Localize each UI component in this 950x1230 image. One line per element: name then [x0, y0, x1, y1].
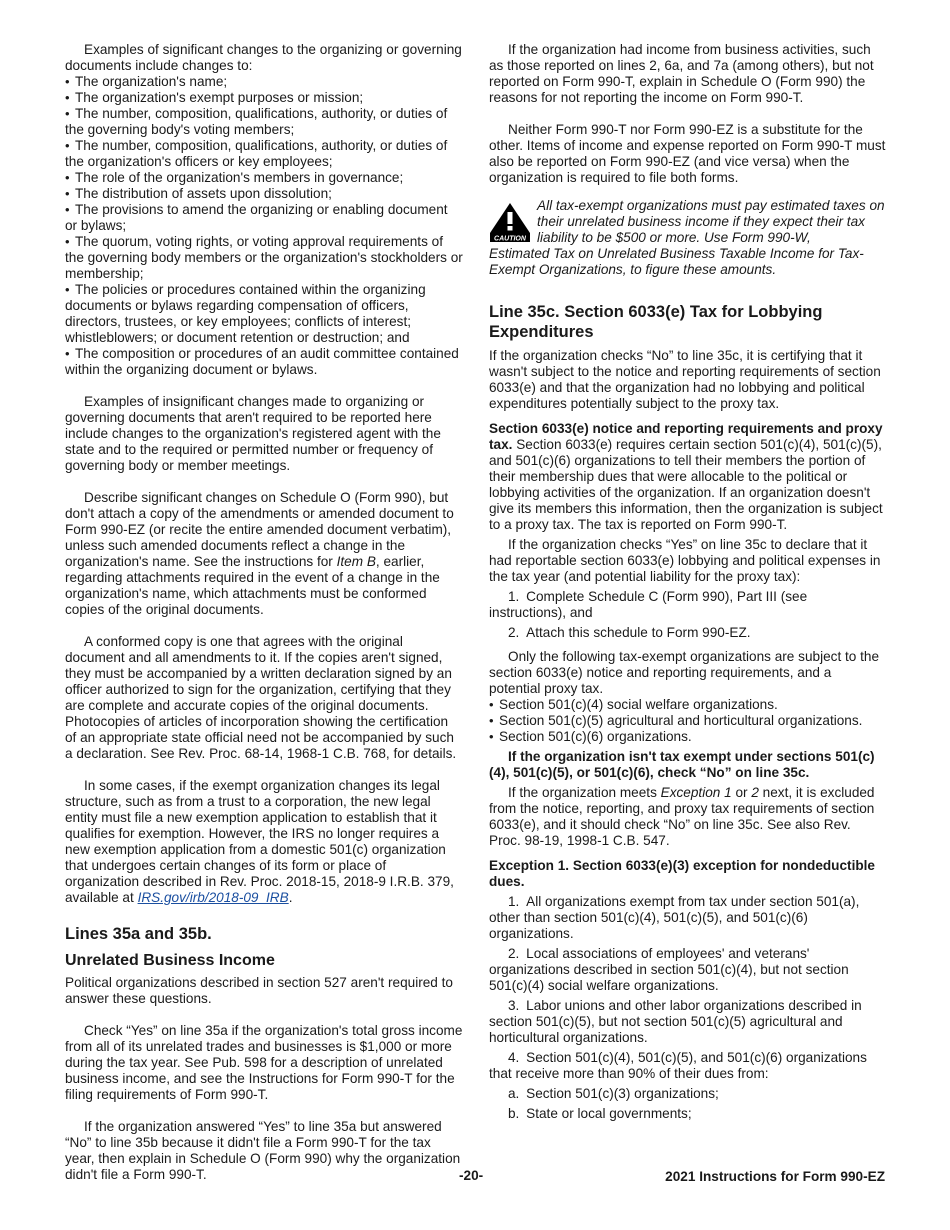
substitute-paragraph: Neither Form 990-T nor Form 990-EZ is a substitute for the other. Items of income and expense reported on Form 990-T must also be reported on Form 990-EZ (and vice versa) when the organization is required to file both forms. [489, 122, 886, 185]
caution-text-1: All tax-exempt organizations must pay estimated taxes on their unrelated business income if they expect their tax liability to be $500 or more. Use Form 990-W, [537, 198, 885, 245]
list-item: • Section 501(c)(5) agricultural and horticultural organizations. [489, 713, 886, 729]
legal-structure-paragraph: In some cases, if the exempt organization changes its legal structure, such as from a trust to a corporation, the new legal entity must file a new exemption application to establish that it qualifies for exemption. However, the IRS no longer requires a new exemption application from a domestic 501(c) organization that undergoes certain changes of its form or place of organization described in Rev. Proc. 2018-15, 2018-9 I.R.B. 379, available at IRS.gov/irb/2018-09_IRB. [65, 778, 454, 905]
list-item: • The composition or procedures of an audit committee contained within the organizing document or bylaws. [65, 346, 463, 378]
answered-yes-paragraph: If the organization answered “Yes” to line 35a but answered “No” to line 35b because it didn't file a Form 990-T for the tax year, then explain in Schedule O (Form 990) why the organization didn't file a Form 990-T. [65, 1119, 461, 1182]
checks-yes-paragraph: If the organization checks “Yes” on line 35c to declare that it had reportable section 6033(e) lobbying and political expenses in the tax year (and potential liability for the proxy tax): [489, 537, 881, 584]
unrelated-business-income-heading: Unrelated Business Income [65, 952, 275, 969]
business-activities-paragraph: If the organization had income from business activities, such as those reported on lines 2, 6a, and 7a (among others), but not reported on Form 990-T, explain in Schedule O (Form 990) the reasons for not reporting the income on Form 990-T. [489, 42, 874, 105]
list-item: • The policies or procedures contained within the organizing documents or bylaws regarding compensation of officers, directors, trustees, or key employees; conflicts of interest; whistleblowers; or document retention or destruction; and [65, 282, 463, 346]
step-1: 1. Complete Schedule C (Form 990), Part III (see instructions), and [489, 589, 808, 620]
irb-link[interactable]: IRS.gov/irb/2018-09_IRB [137, 890, 289, 905]
notice-reporting-paragraph: Section 6033(e) notice and reporting requirements and proxy tax. Section 6033(e) requires certain section 501(c)(4), 501(c)(5), and 501(c)(6) organizations to tell their members the portion of their membership dues that were allocable to the political or lobbying activities of the organization. If an organization doesn't give its members this information, then the organization is subject to a proxy tax. The tax is reported on Form 990-T. [489, 421, 883, 532]
lines-35a-35b-heading: Lines 35a and 35b. [65, 925, 212, 943]
exception-1-heading: Exception 1. Section 6033(e)(3) exception for nondeductible dues. [489, 858, 875, 889]
caution-label: CAUTION [494, 235, 526, 242]
left-column [65, 42, 463, 1183]
exception-1-item-2: 2. Local associations of employees' and veterans' organizations described in section 501(c)(4), but not section 501(c)(4) social welfare organizations. [489, 946, 849, 993]
line-35c-heading: Line 35c. Section 6033(e) Tax for Lobbying Expenditures [489, 303, 823, 341]
step-2: 2. Attach this schedule to Form 990-EZ. [508, 625, 751, 640]
line-35c-no-paragraph: If the organization checks “No” to line 35c, it is certifying that it wasn't subject to the notice and reporting requirements of section 6033(e) and that the organization had no lobbying and political expenditures potentially subject to the proxy tax. [489, 348, 881, 411]
subject-orgs-paragraph: Only the following tax-exempt organizations are subject to the section 6033(e) notice and reporting requirements, and a potential proxy tax. [489, 649, 880, 696]
exception-1-item-1: 1. All organizations exempt from tax under section 501(a), other than section 501(c)(4), 501(c)(5), and 501(c)(6) organizations. [489, 894, 860, 941]
conformed-copy-paragraph: A conformed copy is one that agrees with the original document and all amendments to it. If the copies aren't signed, they must be accompanied by a written declaration signed by an officer authorized to sign for the organization, certifying that they are complete and accurate copies of the original documents. Photocopies of articles of incorporation showing the certification of an appropriate state official need not be accompanied by such a declaration. See Rev. Proc. 68-14, 1968-1 C.B. 768, for details. [65, 634, 457, 761]
list-item: • Section 501(c)(6) organizations. [489, 729, 886, 745]
exception-1-item-3: 3. Labor unions and other labor organizations described in section 501(c)(5), but not section 501(c)(5) agricultural and horticultural organizations. [489, 998, 862, 1045]
describe-changes-paragraph: Describe significant changes on Schedule O (Form 990), but don't attach a copy of the amendments or amended document to Form 990-EZ (or recite the entire amended document verbatim), unless such amended documents reflect a change in the organization's name. See the instructions for Item B, earlier, regarding attachments required in the event of a change in the organization's name, which attachments must be conformed copies of the original documents. [65, 490, 454, 617]
list-item: • The organization's exempt purposes or mission; [65, 90, 463, 106]
caution-text-2: Estimated Tax on Unrelated Business Taxable Income for Tax-Exempt Organizations, to figure these amounts. [489, 246, 864, 277]
political-orgs-paragraph: Political organizations described in section 527 aren't required to answer these questions. [65, 975, 453, 1006]
exception-1-item-4: 4. Section 501(c)(4), 501(c)(5), and 501(c)(6) organizations that receive more than 90% of their dues from: [489, 1050, 867, 1081]
list-item: • The number, composition, qualifications, authority, or duties of the governing body's voting members; [65, 106, 463, 138]
list-item: • The provisions to amend the organizing or enabling document or bylaws; [65, 202, 463, 234]
list-item: • The quorum, voting rights, or voting approval requirements of the governing body members or the organization's stockholders or membership; [65, 234, 463, 282]
list-item: • The number, composition, qualifications, authority, or duties of the organization's officers or key employees; [65, 138, 463, 170]
caution-icon [489, 202, 531, 242]
page-number: -20- [459, 1168, 484, 1183]
list-item: • Section 501(c)(4) social welfare organizations. [489, 697, 886, 713]
list-item: • The role of the organization's members in governance; [65, 170, 463, 186]
list-item: • The distribution of assets upon dissolution; [65, 186, 463, 202]
insignificant-changes-paragraph: Examples of insignificant changes made to organizing or governing documents that aren't required to be reported here include changes to the organization's registered agent with the state and to the required or permitted number or frequency of governing body or member meetings. [65, 394, 441, 473]
exception-1-item-4a: a. Section 501(c)(3) organizations; [508, 1086, 719, 1101]
exceptions-intro: If the organization meets Exception 1 or 2 next, it is excluded from the notice, reporting, and proxy tax requirements of section 6033(e), and it should check “No” on line 35c. See also Rev. Proc. 98-19, 1998-1 C.B. 547. [489, 785, 875, 848]
check-yes-paragraph: Check “Yes” on line 35a if the organization's total gross income from all of its unrelated trades and businesses is $1,000 or more during the tax year. See Pub. 598 for a description of unrelated business income, and see the Instructions for Form 990-T for the filing requirements of Form 990-T. [65, 1023, 463, 1102]
caution-box [489, 198, 886, 278]
document-title: 2021 Instructions for Form 990-EZ [665, 1169, 885, 1184]
not-tax-exempt-paragraph: If the organization isn't tax exempt under sections 501(c)(4), 501(c)(5), or 501(c)(6), check “No” on line 35c. [489, 749, 875, 780]
list-item: • The organization's name; [65, 74, 463, 90]
significant-changes-intro: Examples of significant changes to the organizing or governing documents include changes to: [65, 42, 462, 73]
exception-1-item-4b: b. State or local governments; [508, 1106, 692, 1121]
right-column [489, 42, 886, 1122]
